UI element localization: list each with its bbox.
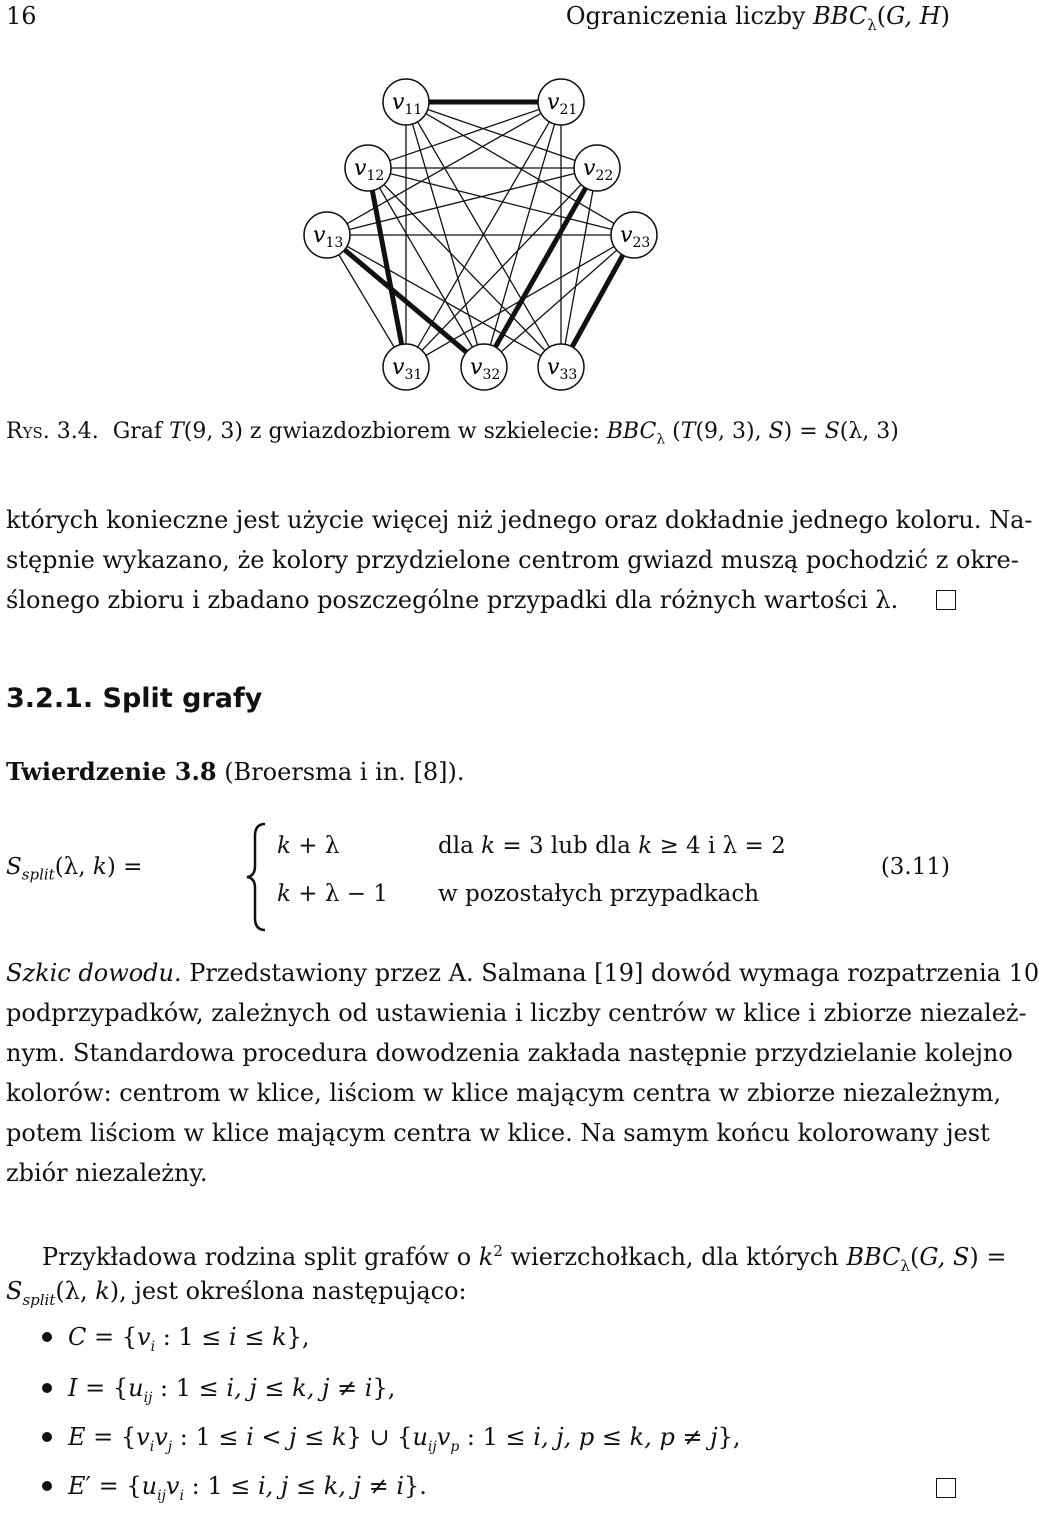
theorem-ref: (Broersma i in. [8]). <box>224 758 465 786</box>
formula-lhs: $S_{split}(\lambda$, k) = <box>6 854 143 884</box>
para2-line: $S_{split}(\lambda$, k), jest określona następująco: <box>6 1277 467 1309</box>
graph-edge-thick <box>572 255 623 347</box>
para2-line: Przykładowa rodzina split grafów o $k^2$ wierzchołkach, dla których $BBC_\lambda(G$, S) = <box>42 1242 1007 1275</box>
case1-cond: dla k = 3 lub dla k ≥ 4 i λ = 2 <box>438 833 786 859</box>
section-heading: 3.2.1. Split grafy <box>6 683 263 714</box>
graph-vertex-label: $v_{32}$ <box>470 355 501 383</box>
qed-symbol <box>936 1478 956 1498</box>
qed-symbol <box>936 590 956 610</box>
graph-vertex-label: $v_{13}$ <box>313 223 344 251</box>
bullet-dot <box>42 1432 52 1442</box>
figure-caption <box>6 412 899 459</box>
graph-edge <box>422 185 581 351</box>
running-title: Ograniczenia liczby $BBC_\lambda(G$, H) <box>565 2 950 34</box>
para1-line: stępnie wykazano, że kolory przydzielone centrom gwiazd muszą pochodzić z okre- <box>6 546 1019 574</box>
equation-number: (3.11) <box>880 854 950 880</box>
proof-line: zbiór niezależny. <box>6 1159 208 1187</box>
case1-expr: k + λ <box>277 833 340 859</box>
proof-line: potem liściom w klice mającym centra w klice. Na samym końcu kolorowany jest <box>6 1119 990 1147</box>
proof-line: Szkic dowodu. Przedstawiony przez A. Salmana [19] dowód wymaga rozpatrzenia 10 <box>6 959 1039 987</box>
bullet-dot <box>42 1332 52 1342</box>
graph-edge <box>347 246 541 355</box>
para1-line: których konieczne jest użycie więcej niż jednego oraz dokładnie jednego koloru. Na- <box>6 506 1033 534</box>
proof-line: kolorów: centrom w klice, liściom w klice mającym centra w zbiorze niezależnym, <box>6 1079 1002 1107</box>
brace-icon <box>245 822 269 932</box>
graph-vertex-label: $v_{31}$ <box>392 355 423 383</box>
bullet-dot <box>42 1383 52 1393</box>
case2-cond: w pozostałych przypadkach <box>438 881 760 907</box>
proof-line: nym. Standardowa procedura dowodzenia zakłada następnie przydzielanie kolejno <box>6 1039 1013 1067</box>
graph-vertex-label: $v_{12}$ <box>354 156 385 184</box>
graph-figure <box>0 0 960 410</box>
page-number: 16 <box>6 2 37 30</box>
bullet-item: $I = \{u_{ij}$ : 1 ≤ i, j ≤ k, j ≠ i}, <box>68 1374 396 1406</box>
graph-vertex-label: $v_{21}$ <box>547 90 578 118</box>
graph-vertex-label: $v_{22}$ <box>583 156 614 184</box>
caption-prefix: Rys. 3.4. <box>6 419 99 444</box>
graph-edge <box>380 188 473 347</box>
para1-line: ślonego zbioru i zbadano poszczególne przypadki dla różnych wartości λ. <box>6 586 899 614</box>
graph-vertex-label: $v_{11}$ <box>392 90 423 118</box>
theorem <box>6 752 464 792</box>
bullet-dot <box>42 1481 52 1491</box>
bullet-item: $C = \{v_i$ : 1 ≤ i ≤ k}, <box>68 1323 310 1355</box>
graph-edge <box>384 185 545 351</box>
bullet-item: $E = \{v_iv_j$ : 1 ≤ i < j ≤ k} ∪ {$u_{ij}v_p$ : 1 ≤ i, j, p ≤ k, p ≠ j}, <box>68 1423 741 1455</box>
graph-vertex-label: $v_{23}$ <box>620 223 651 251</box>
proof-label: Szkic dowodu. <box>6 959 182 987</box>
theorem-label: Twierdzenie 3.8 <box>6 757 217 786</box>
caption-text: Graf T(9, 3) z gwiazdozbiorem w szkielecie: $BBC_\lambda$ (T(9, 3), S) = S(λ, 3) <box>112 419 899 448</box>
bullet-item: $E' = \{u_{ij}v_i$ : 1 ≤ i, j ≤ k, j ≠ i}. <box>68 1472 427 1504</box>
case2-expr: k + λ − 1 <box>277 881 388 907</box>
proof-line: podprzypadków, zależnych od ustawienia i liczby centrów w klice i zbiorze niezależ- <box>6 999 1027 1027</box>
graph-edge-thick <box>372 191 401 345</box>
graph-edge <box>426 247 614 356</box>
graph-vertex-label: $v_{33}$ <box>547 355 578 383</box>
